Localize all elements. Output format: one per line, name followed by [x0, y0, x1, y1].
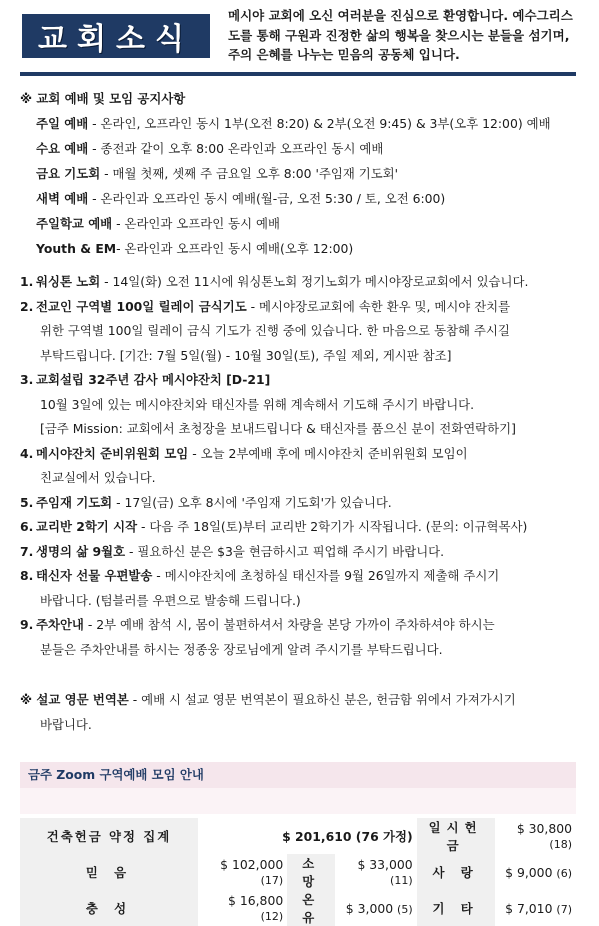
announcement-item	[20, 368, 580, 393]
notice-text: - 온라인과 오프라인 동시 예배	[112, 216, 280, 231]
ledger-label: 기 타	[417, 890, 495, 926]
item-number: 5.	[20, 494, 34, 510]
item-number: 2.	[20, 298, 34, 314]
notice-row	[20, 161, 580, 186]
notice-text: - 온라인, 오프라인 동시 1부(오전 8:20) & 2부(오전 9:45) & 3부(오후 12:00) 예배	[88, 116, 551, 131]
item-number: 4.	[20, 445, 34, 461]
item-text: - 14일(화) 오전 11시에 워싱톤노회 정기노회가 메시야장로교회에서 있습니다.	[100, 274, 529, 289]
item-label: 교회설립 32주년 감사 메시야잔치 [D-21]	[36, 372, 271, 387]
bulletin-title-text: 교회소식	[38, 22, 194, 57]
ledger-count: (11)	[390, 874, 413, 887]
fund-header-value: $ 201,610 (76 가정)	[282, 829, 413, 844]
sermon-continuation: 바랍니다.	[40, 716, 92, 732]
header-divider	[20, 72, 576, 76]
ledger-count: (12)	[260, 910, 284, 923]
item-label: 태신자 선물 우편발송	[36, 568, 153, 583]
item-continuation: 친교실에서 있습니다.	[40, 470, 156, 485]
item-number: 9.	[20, 617, 34, 632]
sermon-text: - 예배 시 설교 영문 번역본이 필요하신 분은, 헌금함 위에서 가져가시기	[128, 692, 516, 707]
item-label: 메시야잔치 준비위원회 모임	[36, 445, 189, 461]
announcement-list	[20, 270, 580, 662]
item-number: 8.	[20, 568, 34, 583]
item-continuation: [금주 Mission: 교회에서 초청장을 보내드립니다 & 태신자를 품으신 분이 전화연락하기]	[40, 421, 516, 436]
ledger-label: 온 유	[287, 890, 335, 926]
ledger-amount: $ 9,000	[505, 864, 553, 880]
ledger-amount: $ 16,800	[228, 893, 284, 908]
notice-row	[20, 136, 580, 161]
item-number: 6.	[20, 519, 34, 534]
item-continuation: 위한 구역별 100일 릴레이 금식 기도가 진행 중에 있습니다. 한 마음으로 동참해 주시길	[40, 323, 510, 338]
welcome-intro: 메시야 교회에 오신 여러분을 진심으로 환영합니다. 예수그리스도를 통해 구원과 진정한 삶의 행복을 찾으시는 분들을 섬기며, 주의 은혜를 나누는 믿음의 공동체 입니다.	[228, 8, 573, 62]
notice-row	[20, 236, 580, 261]
ledger-value	[198, 890, 287, 926]
item-continuation: 분들은 주차안내를 하시는 정종웅 장로님에게 알려 주시기를 부탁드립니다.	[40, 641, 443, 657]
ledger-amount: $ 30,800	[516, 821, 572, 836]
item-continuation: 바랍니다. (텀블러를 우편으로 발송해 드립니다.)	[40, 592, 301, 608]
ledger-amount: $ 33,000	[357, 857, 413, 872]
notice-label: Youth & EM	[36, 241, 117, 256]
item-text: - 2부 예배 참석 시, 몸이 불편하셔서 차량을 본당 가까이 주차하셔야 하시는	[83, 617, 495, 632]
item-number: 7.	[20, 543, 34, 559]
item-label: 주임재 기도회	[36, 494, 113, 510]
item-label: 전교인 구역별 100일 릴레이 금식기도	[36, 298, 247, 314]
notice-heading: ※ 교회 예배 및 모임 공지사항	[20, 91, 186, 106]
announcement-item	[20, 540, 580, 565]
item-label: 워싱톤 노회	[36, 274, 101, 289]
item-label: 생명의 삶 9월호	[36, 543, 126, 559]
ledger-label: 충 성	[20, 890, 198, 926]
notice-row	[20, 111, 580, 136]
ledger-value	[495, 890, 576, 926]
announcement-item	[20, 613, 580, 638]
notice-label: 새벽 예배	[36, 191, 89, 206]
item-text: - 오늘 2부예배 후에 메시야잔치 준비위원회 모임이	[188, 445, 468, 461]
notice-row	[20, 211, 580, 236]
notice-text: - 매월 첫째, 셋째 주 금요일 오후 8:00 '주임재 기도회'	[100, 166, 399, 181]
item-continuation: 10월 3일에 있는 메시야잔치와 태신자를 위해 계속해서 기도해 주시기 바랍니다.	[40, 396, 475, 412]
ledger-value	[495, 818, 576, 854]
announcement-item	[20, 295, 580, 320]
notice-text: - 온라인과 오프라인 동시 예배(오후 12:00)	[116, 241, 354, 256]
item-text: - 필요하신 분은 $3을 현금하시고 픽업해 주시기 바랍니다.	[125, 543, 445, 559]
zoom-meeting-banner	[20, 762, 576, 788]
ledger-value	[495, 854, 576, 890]
ledger-value	[198, 854, 287, 890]
notice-text: - 온라인과 오프라인 동시 예배(월-금, 오전 5:30 / 토, 오전 6:00)	[88, 191, 446, 206]
zoom-meeting-title: 금주 Zoom 구역예배 모임 안내	[28, 767, 204, 782]
announcement-item	[20, 515, 580, 540]
ledger-amount: $ 102,000	[220, 857, 284, 872]
sermon-label: ※ 설교 영문 번역본	[20, 692, 129, 707]
ledger-label: 일시헌금	[417, 818, 495, 854]
ledger-label: 사 랑	[417, 854, 495, 890]
item-label: 주차안내	[36, 617, 84, 632]
item-text: - 다음 주 18일(토)부터 교리반 2학기가 시작됩니다. (문의: 이규혁목사)	[137, 519, 528, 534]
building-fund-table	[20, 818, 576, 926]
notice-label: 주일학교 예배	[36, 216, 113, 231]
notice-row	[20, 186, 580, 211]
ledger-label: 소 망	[287, 854, 335, 890]
announcement-item	[20, 491, 580, 516]
item-text: - 메시야잔치에 초청하실 태신자를 9월 26일까지 제출해 주시기	[152, 568, 500, 583]
worship-notice	[20, 86, 580, 261]
item-number: 3.	[20, 372, 34, 387]
zoom-meeting-body	[20, 788, 576, 814]
ledger-row	[20, 890, 576, 926]
ledger-amount: $ 7,010	[505, 900, 553, 916]
ledger-count: (5)	[397, 902, 413, 916]
notice-label: 금요 기도회	[36, 166, 101, 181]
ledger-row	[20, 818, 576, 854]
item-continuation: 부탁드립니다. [기간: 7월 5일(월) - 10월 30일(토), 주일 제외, 게시판 참조]	[40, 347, 452, 363]
ledger-value	[335, 854, 416, 890]
announcement-item	[20, 442, 580, 467]
item-text: - 17일(금) 오후 8시에 '주임재 기도회'가 있습니다.	[112, 494, 392, 510]
item-label: 교리반 2학기 시작	[36, 519, 138, 534]
announcement-item	[20, 564, 580, 589]
ledger-count: (18)	[549, 838, 572, 851]
announcement-item	[20, 270, 580, 295]
item-number: 1.	[20, 274, 34, 289]
item-text: - 메시야장로교회에 속한 환우 및, 메시야 잔치를	[246, 298, 511, 314]
ledger-amount: $ 3,000	[345, 900, 394, 916]
notice-label: 수요 예배	[36, 141, 89, 156]
ledger-label: 믿 음	[20, 854, 198, 890]
ledger-count: (7)	[556, 902, 572, 916]
ledger-count: (6)	[556, 866, 572, 880]
sermon-translation-notice	[20, 688, 580, 737]
fund-header-label: 건축헌금 약정 집계	[20, 818, 198, 854]
ledger-value	[335, 890, 416, 926]
bulletin-title	[22, 14, 210, 58]
notice-text: - 종전과 같이 오후 8:00 온라인과 오프라인 동시 예배	[88, 141, 384, 156]
ledger-count: (17)	[260, 874, 284, 887]
ledger-row	[20, 854, 576, 890]
notice-label: 주일 예배	[36, 116, 89, 131]
